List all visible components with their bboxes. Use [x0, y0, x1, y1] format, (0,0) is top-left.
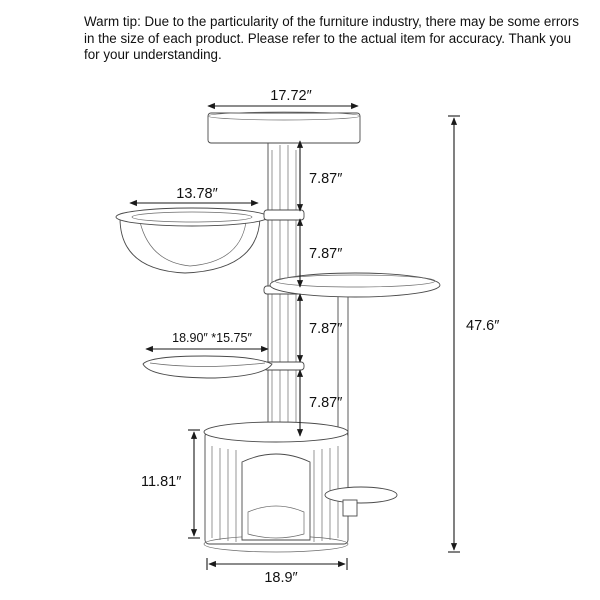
- post-ring-1: [264, 210, 304, 220]
- cat-condo: [204, 422, 348, 552]
- post-segment-2-label: 7.87″: [309, 246, 343, 262]
- top-perch: [208, 112, 360, 143]
- basket-width-label: 13.78″: [176, 186, 218, 202]
- condo-height-label: 11.81″: [141, 474, 182, 490]
- post-segment-3-label: 7.87″: [309, 321, 343, 337]
- post-segment-4-label: 7.87″: [309, 395, 343, 411]
- support-pole: [338, 294, 348, 436]
- post-segment-1-label: 7.87″: [309, 171, 343, 187]
- top-perch-width-label: 17.72″: [270, 88, 312, 104]
- total-height-label: 47.6″: [466, 318, 500, 334]
- left-platform: [143, 356, 272, 378]
- warm-tip-text: Warm tip: Due to the particularity of the furniture industry, there may be some errors in the size of each product. Please refer to the actual item for accuracy. Thank you for your understanding.: [84, 14, 579, 62]
- hammock-basket: [116, 208, 268, 273]
- platform-size-label: 18.90″ *15.75″: [172, 331, 252, 345]
- condo-entrance: [242, 454, 310, 540]
- base-width-label: 18.9″: [264, 570, 298, 586]
